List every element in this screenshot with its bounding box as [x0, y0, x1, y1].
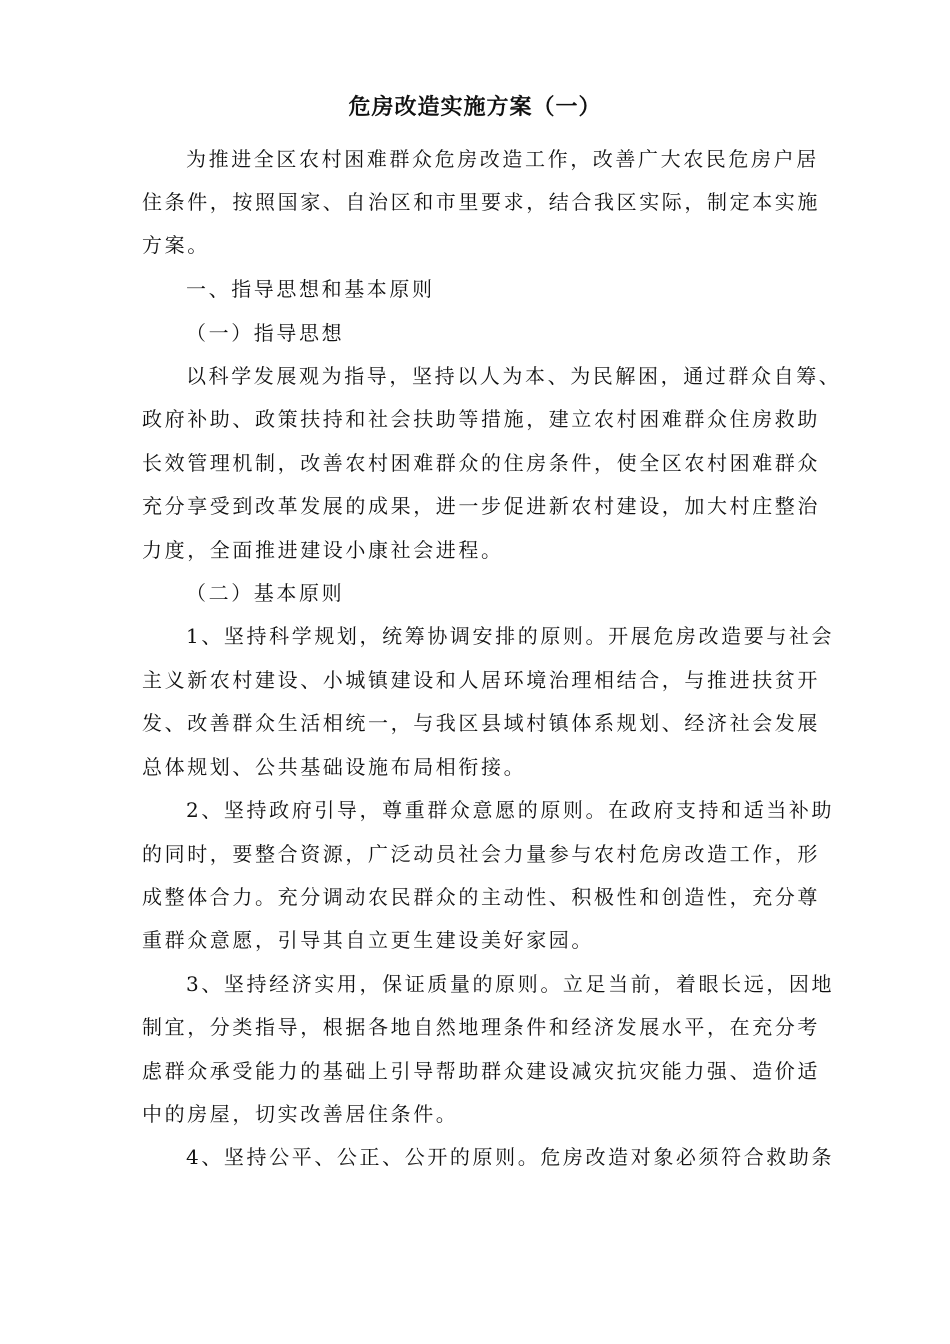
paragraph-line: 中的房屋，切实改善居住条件。 [142, 1102, 459, 1126]
paragraph-line: 3、坚持经济实用，保证质量的原则。立足当前，着眼长远，因地 [186, 972, 835, 996]
paragraph-line: 制宜，分类指导，根据各地自然地理条件和经济发展水平，在充分考 [142, 1015, 820, 1039]
paragraph-line: 政府补助、政策扶持和社会扶助等措施，建立农村困难群众住房救助 [142, 407, 820, 431]
paragraph-line: 住条件，按照国家、自治区和市里要求，结合我区实际，制定本实施 [142, 190, 820, 214]
subsection-heading: （一）指导思想 [186, 321, 345, 345]
paragraph-line: 充分享受到改革发展的成果，进一步促进新农村建设，加大村庄整治 [142, 494, 820, 518]
paragraph-line: 长效管理机制，改善农村困难群众的住房条件，使全区农村困难群众 [142, 451, 820, 475]
paragraph-line: 4、坚持公平、公正、公开的原则。危房改造对象必须符合救助条 [186, 1145, 835, 1169]
paragraph-line: 为推进全区农村困难群众危房改造工作，改善广大农民危房户居 [186, 147, 819, 171]
paragraph-line: 力度，全面推进建设小康社会进程。 [142, 538, 504, 562]
paragraph-line: 总体规划、公共基础设施布局相衔接。 [142, 755, 527, 779]
paragraph-line: 重群众意愿，引导其自立更生建设美好家园。 [142, 928, 594, 952]
paragraph-line: 1、坚持科学规划，统筹协调安排的原则。开展危房改造要与社会 [186, 624, 835, 648]
paragraph-line: 发、改善群众生活相统一，与我区县域村镇体系规划、经济社会发展 [142, 711, 820, 735]
paragraph-line: 方案。 [142, 233, 210, 257]
paragraph-line: 2、坚持政府引导，尊重群众意愿的原则。在政府支持和适当补助 [186, 798, 835, 822]
document-title: 危房改造实施方案（一） [348, 95, 602, 120]
paragraph-line: 主义新农村建设、小城镇建设和人居环境治理相结合，与推进扶贫开 [142, 668, 820, 692]
paragraph-line: 的同时，要整合资源，广泛动员社会力量参与农村危房改造工作，形 [142, 842, 820, 866]
subsection-heading: （二）基本原则 [186, 581, 345, 605]
paragraph-line: 以科学发展观为指导，坚持以人为本、为民解困，通过群众自筹、 [186, 364, 842, 388]
section-heading: 一、指导思想和基本原则 [186, 277, 435, 301]
paragraph-line: 成整体合力。充分调动农民群众的主动性、积极性和创造性，充分尊 [142, 885, 820, 909]
paragraph-line: 虑群众承受能力的基础上引导帮助群众建设减灾抗灾能力强、造价适 [142, 1059, 820, 1083]
